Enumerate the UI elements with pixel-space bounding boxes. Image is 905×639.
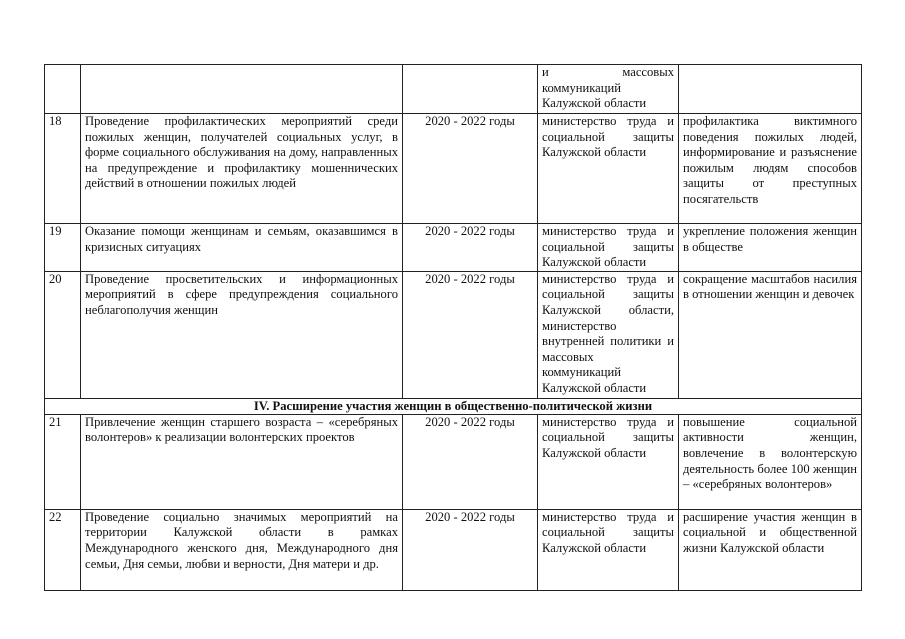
result-cell: повышение социальной активности женщин, вовлечение в волонтерскую деятельность более 100 женщин – «серебряных волонтеров» <box>679 414 862 509</box>
table-row <box>45 114 862 224</box>
executor-cell: министерство труда и социальной защиты Калужской области <box>538 224 679 272</box>
row-number <box>45 65 81 114</box>
action-plan-table <box>44 64 862 591</box>
period-cell: 2020 - 2022 годы <box>403 509 538 590</box>
table-row <box>45 509 862 590</box>
period-cell: 2020 - 2022 годы <box>403 414 538 509</box>
measure-cell: Проведение просветительских и информационных мероприятий в сфере предупреждения социального неблагополучия женщин <box>81 271 403 398</box>
row-number: 18 <box>45 114 81 224</box>
executor-cell: министерство труда и социальной защиты Калужской области <box>538 114 679 224</box>
result-cell: сокращение масштабов насилия в отношении женщин и девочек <box>679 271 862 398</box>
row-number: 19 <box>45 224 81 272</box>
row-number: 20 <box>45 271 81 398</box>
measure-cell <box>81 65 403 114</box>
section-title: IV. Расширение участия женщин в общественно-политической жизни <box>45 398 862 414</box>
measure-cell: Оказание помощи женщинам и семьям, оказавшимся в кризисных ситуациях <box>81 224 403 272</box>
row-number: 21 <box>45 414 81 509</box>
table-row <box>45 271 862 398</box>
result-cell: укрепление положения женщин в обществе <box>679 224 862 272</box>
result-cell: профилактика виктимного поведения пожилых людей, информирование и разъяснение пожилым людям способов защиты от преступных посягательств <box>679 114 862 224</box>
measure-cell: Привлечение женщин старшего возраста – «серебряных волонтеров» к реализации волонтерских проектов <box>81 414 403 509</box>
measure-cell: Проведение профилактических мероприятий среди пожилых женщин, получателей социальных услуг, в форме социального обслуживания на дому, направленных на предупреждение и профилактику мошеннических действий в отношении пожилых людей <box>81 114 403 224</box>
result-cell <box>679 65 862 114</box>
executor-cell: министерство труда и социальной защиты Калужской области <box>538 509 679 590</box>
table-row <box>45 414 862 509</box>
executor-cell: министерство труда и социальной защиты Калужской области <box>538 414 679 509</box>
row-number: 22 <box>45 509 81 590</box>
measure-cell: Проведение социально значимых мероприятий на территории Калужской области в рамках Международного женского дня, Международного дня семьи, Дня семьи, любви и верности, Дня матери и др. <box>81 509 403 590</box>
table-row <box>45 224 862 272</box>
period-cell: 2020 - 2022 годы <box>403 271 538 398</box>
section-heading-row <box>45 398 862 414</box>
executor-cell: министерство труда и социальной защиты Калужской области, министерство внутренней политики и массовых коммуникаций Калужской области <box>538 271 679 398</box>
result-cell: расширение участия женщин в социальной и общественной жизни Калужской области <box>679 509 862 590</box>
executor-cell: и массовых коммуникаций Калужской области <box>538 65 679 114</box>
period-cell: 2020 - 2022 годы <box>403 114 538 224</box>
period-cell: 2020 - 2022 годы <box>403 224 538 272</box>
period-cell <box>403 65 538 114</box>
table-row <box>45 65 862 114</box>
